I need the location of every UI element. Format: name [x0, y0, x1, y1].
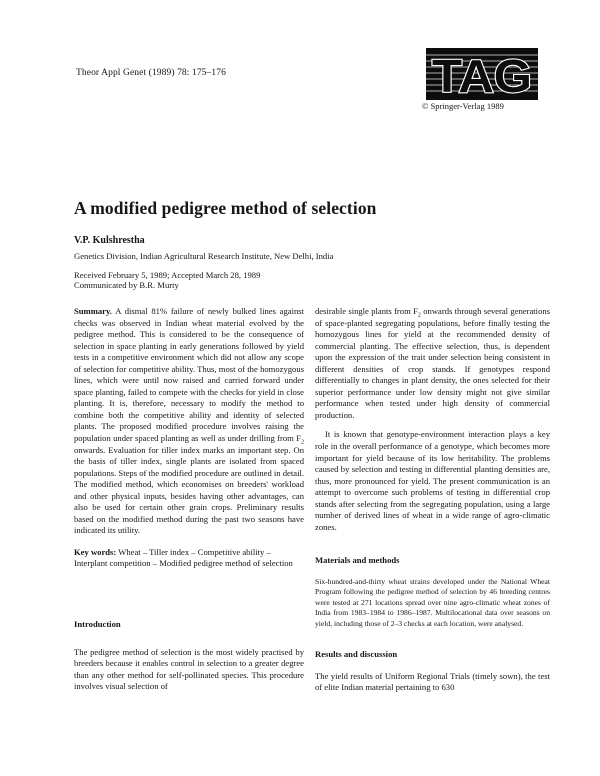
- right-paragraph-1-b: onwards through several generations of space-planted segregating populations, before finally testing the homozygous lines for yield at the recommended density of commercial planting. The effective selection, thus, is dependent upon the expression of the trait under selection being consistent in different densities of crop stands. If genotypes respond differentially to changes in plant density, the ones selected for their superior performance under low density might not give similar performance when tested under high density of commercial production.: [315, 306, 551, 420]
- journal-reference: Theor Appl Genet (1989) 78: 175–176: [76, 68, 226, 78]
- journal-logo: [426, 48, 538, 100]
- right-paragraph-1-a: desirable single plants from F: [315, 306, 418, 316]
- materials-methods-text: Six-hundred-and-thirty wheat strains developed under the National Wheat Program following the pedigree method of selection by 46 breeding centres were tested at 271 locations spread over nine agro-climatic wheat zones of India from 1983–1984 to 1986–1987. Multilocational data over seasons on yield, including those of 2–3 checks at each location, were analysed.: [315, 576, 550, 628]
- results-discussion-heading: Results and discussion: [315, 648, 398, 659]
- right-paragraph-1-subscript: 2: [417, 312, 421, 319]
- introduction-heading: Introduction: [74, 619, 121, 630]
- right-column: [315, 306, 550, 694]
- logo-text: TAG: [432, 50, 532, 100]
- author-name: V.P. Kulshrestha: [74, 235, 145, 246]
- communicated-by: Communicated by B.R. Murty: [74, 280, 179, 290]
- keywords-label: Key words:: [74, 546, 117, 557]
- left-column: [74, 306, 304, 693]
- author-affiliation: Genetics Division, Indian Agricultural Research Institute, New Delhi, India: [74, 251, 334, 261]
- copyright-notice: © Springer-Verlag 1989: [422, 101, 504, 111]
- summary-label: Summary.: [74, 306, 112, 316]
- summary-text-a: A dismal 81% failure of newly bulked lines against checks was observed in Indian wheat material evolved by the pedigree method. This is considered to be the consequence of selection in space planting in early generations followed by yield tests in a competitive environment which did not allow any scope of selection for competitive ability. Thus, most of the homozygous lines, which were until now raised and carried forward under space planting, failed to compete with the checks for yield in close planting. It is, therefore, necessary to modify the method to combine both the competitive ability and identity of selected plants. The proposed modified procedure involves raising the population under spaced planting as well as under drilling from F: [74, 306, 304, 444]
- right-paragraph-2: It is known that genotype-environment interaction plays a key role in the overall performance of a genotype, which becomes more important for yield because of its low heritability. The problems caused by selection and testing in differential planting densities are, thus, more pronounced for yield. The present communication is an attempt to overcome such problems of testing in differential crop stands after selecting from the segregating population, using a large number of derived lines of wheat in a wide range of agro-climatic zones.: [315, 429, 550, 532]
- keywords-paragraph: [74, 547, 304, 570]
- keywords-text: Wheat – Tiller index – Competitive ability – Interplant competition – Modified pedigree method of selection: [74, 546, 293, 569]
- results-discussion-text: The yield results of Uniform Regional Trials (timely sown), the test of elite Indian material pertaining to 630: [315, 670, 550, 693]
- received-dates: Received February 5, 1989; Accepted March 28, 1989: [74, 270, 261, 280]
- summary-paragraph: [74, 306, 304, 537]
- summary-text-b: onwards. Evaluation for tiller index marks an important step. On the basis of tiller index, single plants are isolated from spaced populations. Steps of the modified procedure are outlined in detail. The modified method, which economises on breeders' workload and other physical inputs, besides having other advantages, can also be used for certain other grain crops. Preliminary results based on the modified method during the past two seasons have indicated its utility.: [74, 444, 304, 536]
- introduction-text: The pedigree method of selection is the most widely practised by breeders because it enables control in selection to a greater degree than any other method for self-pollinated species. This procedure involves visual selection of: [74, 646, 304, 692]
- article-title: A modified pedigree method of selection: [74, 198, 377, 218]
- summary-subscript: 2: [301, 439, 304, 446]
- right-paragraph-1: [315, 306, 550, 421]
- materials-methods-heading: Materials and methods: [315, 555, 400, 566]
